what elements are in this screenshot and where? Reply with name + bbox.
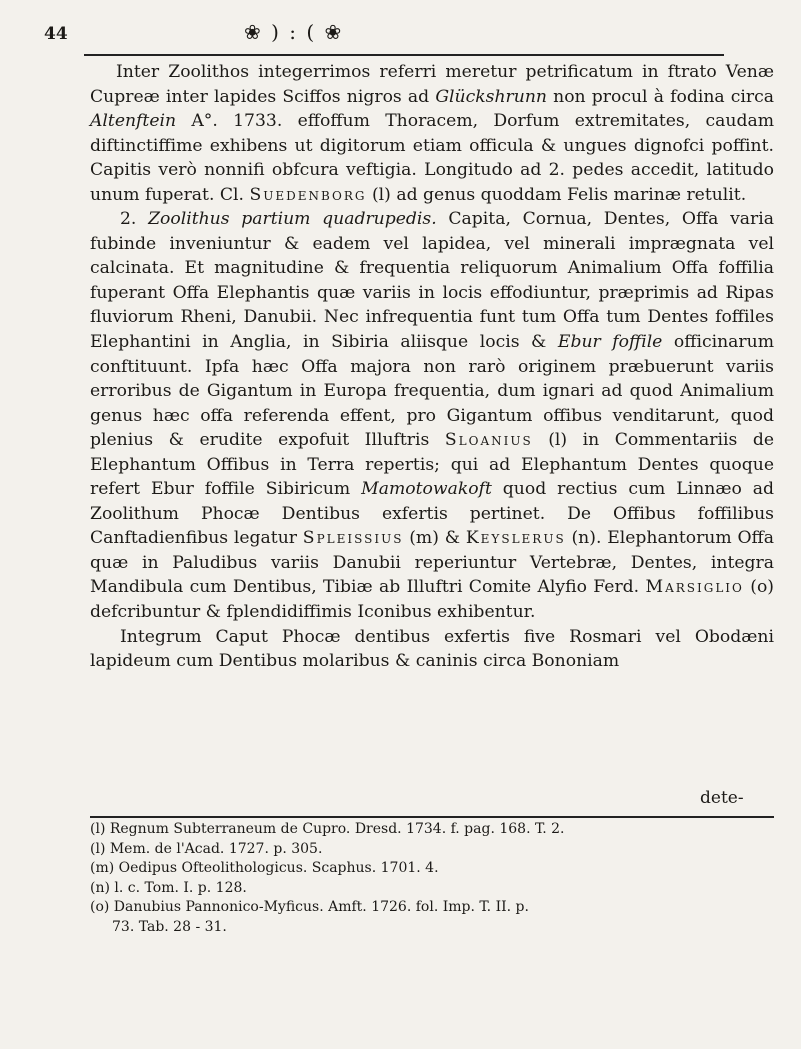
footnote-l-regnum: (l) Regnum Subterraneum de Cupro. Dresd. 1734. f. pag. 168. T. 2. bbox=[90, 821, 565, 837]
text-run: (m) & bbox=[403, 528, 466, 549]
footnote-n-tom: (n) l. c. Tom. I. p. 128. bbox=[90, 879, 247, 896]
text-run: Altenftein bbox=[90, 111, 177, 132]
header-rule bbox=[84, 54, 724, 56]
page-header bbox=[44, 20, 764, 60]
footnote-o-continuation: 73. Tab. 28 - 31. bbox=[112, 918, 227, 935]
page-number: 44 bbox=[44, 24, 68, 44]
footnotes bbox=[90, 820, 780, 937]
text-run: Integrum Caput Phocæ dentibus exfertis five Rosmari vel Obodæni lapideum cum Dentibus molaribus & caninis circa Bononiam bbox=[90, 626, 774, 672]
text-run: A°. 1733. effoffum Thoracem, Dorfum extremitates, caudam diftinctiffime exhibens ut digitorum etiam officula & ungues dignofci poffint. Capitis verò nonnifi obfcura veftigia. Longitudo ad 2. pedes accedit, latitudo unum fuperat. Cl. bbox=[90, 111, 774, 205]
header-ornament: ❀ ) : ( ❀ bbox=[244, 20, 344, 44]
footnote-m-oedipus: (m) Oedipus Ofteolithologicus. Scaphus. 1701. 4. bbox=[90, 860, 439, 876]
text-run: officinarum conftituunt. Ipfa hæc Offa majora non rarò originem præbuerunt variis erroribus de Gigantum in Europa frequentia, dum ignari ad quod Animalium genus hæc offa referenda effent, pro Gigantum offibus venditarunt, quod plenius & erudite expofuit Illuftris bbox=[90, 332, 774, 451]
footnote-rule bbox=[90, 816, 774, 818]
text-run: (l) in Commentariis de Elephantum Offibus in Terra repertis; qui ad Elephantum Dentes quoque refert Ebur foffile Sibiricum bbox=[90, 430, 775, 500]
text-run: quod rectius cum Linnæo ad Zoolithum Phocæ Dentibus exfertis pertinet. De Offibus foffilibus Canftadienfibus legatur bbox=[90, 479, 774, 549]
text-run: 2. bbox=[120, 209, 149, 230]
text-run: Marsiglio bbox=[645, 577, 744, 598]
text-run: Ebur foffile bbox=[557, 332, 663, 353]
text-run: Spleissius bbox=[302, 528, 404, 549]
text-run: (o) defcribuntur & fplendidiffimis Iconibus exhibentur. bbox=[90, 577, 774, 623]
text-run: Glückshrunn bbox=[435, 86, 547, 107]
text-run: (n). Elephantorum Offa quæ in Paludibus variis Danubii reperiuntur Vertebræ, Dentes, integra Mandibula cum Dentibus, Tibiæ ab Illuftri Comite Alyfio Ferd. bbox=[90, 528, 774, 598]
main-text bbox=[90, 60, 774, 674]
paragraph-caput-phocae bbox=[90, 625, 774, 674]
catchword: dete- bbox=[700, 788, 744, 808]
paragraph-zoolithus-quadrupedis bbox=[90, 207, 774, 624]
text-run: non procul à fodina circa bbox=[546, 86, 775, 107]
text-run: Inter Zoolithos integerrimos referri meretur petrificatum in ftrato Venæ Cupreæ inter lapides Sciffos nigros ad bbox=[90, 62, 774, 107]
text-run: Keyslerus bbox=[465, 528, 566, 549]
paragraph-zoolithus-felis bbox=[90, 60, 774, 207]
text-run: Mamotowakoft bbox=[361, 479, 492, 500]
footnote-l-memoires: (l) Mem. de l'Acad. 1727. p. 305. bbox=[90, 840, 323, 857]
text-run: Suedenborg bbox=[249, 184, 367, 205]
text-run: Sloanius bbox=[444, 430, 533, 451]
text-run: Capita, Cornua, Dentes, Offa varia fubinde inveniuntur & eadem vel lapidea, vel minerali imprægnata vel calcinata. Et magnitudine & frequentia reliquorum Animalium Offa foffilia fuperant Offa Elephantis quæ variis in locis effodiuntur, præprimis ad Ripas fluviorum Rheni, Danubii. Nec infrequentia funt tum Offa tum Dentes foffiles Elephantini in Anglia, in Sibiria aliisque locis & bbox=[90, 209, 774, 353]
text-run: Zoolithus partium quadrupedis. bbox=[148, 209, 437, 230]
footnote-o-danubius: (o) Danubius Pannonico-Myficus. Amft. 1726. fol. Imp. T. II. p. bbox=[90, 899, 529, 915]
text-run: (l) ad genus quoddam Felis marinæ retulit. bbox=[366, 184, 747, 205]
